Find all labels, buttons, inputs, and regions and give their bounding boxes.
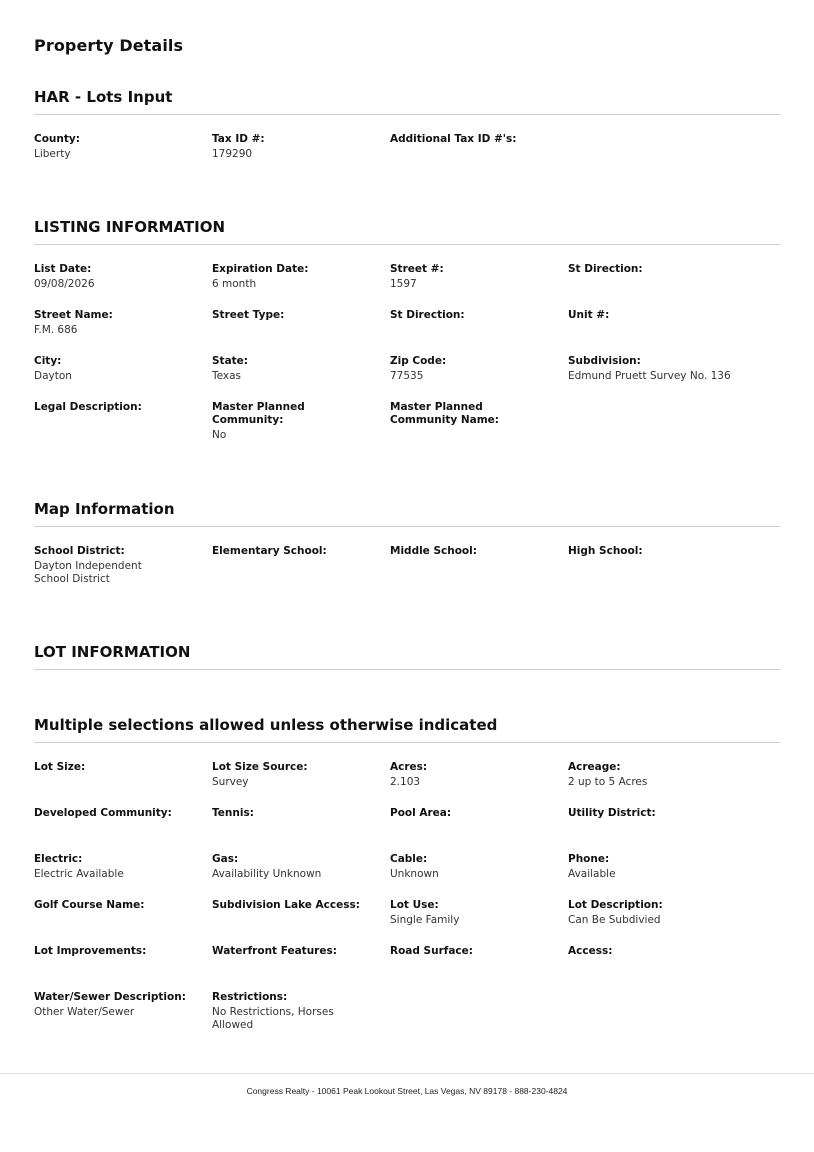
field-label: High School: xyxy=(568,545,643,557)
field-label: School District: xyxy=(34,545,125,557)
field-value: Available xyxy=(568,868,616,880)
field-state xyxy=(212,355,390,389)
field-label: Middle School: xyxy=(390,545,477,557)
field-street-name xyxy=(34,309,212,343)
field-value: Other Water/Sewer xyxy=(34,1006,135,1018)
field-value: Single Family xyxy=(390,914,460,926)
field-list-date xyxy=(34,263,212,297)
section-heading: LISTING INFORMATION xyxy=(34,218,780,245)
field-cable xyxy=(390,853,568,887)
field-lot-size xyxy=(34,761,212,795)
field-grid xyxy=(34,263,780,454)
field-st-direction-2 xyxy=(390,309,568,343)
field-label: Elementary School: xyxy=(212,545,327,557)
field-label: Lot Improvements: xyxy=(34,945,147,957)
field-acres xyxy=(390,761,568,795)
section-heading: Map Information xyxy=(34,500,780,527)
field-pool-area xyxy=(390,807,568,841)
field-label: Zip Code: xyxy=(390,355,447,367)
field-expiration-date xyxy=(212,263,390,297)
field-grid xyxy=(34,545,780,598)
field-water-sewer-description xyxy=(34,991,212,1032)
field-elementary-school xyxy=(212,545,390,586)
field-value: Electric Available xyxy=(34,868,124,880)
field-label: Expiration Date: xyxy=(212,263,309,275)
field-label: Golf Course Name: xyxy=(34,899,145,911)
field-label: Cable: xyxy=(390,853,428,865)
field-label: Street Name: xyxy=(34,309,113,321)
field-label: Acres: xyxy=(390,761,428,773)
field-grid xyxy=(34,761,780,1044)
field-label: St Direction: xyxy=(390,309,465,321)
field-lot-size-source xyxy=(212,761,390,795)
field-middle-school xyxy=(390,545,568,586)
field-value: No xyxy=(212,429,227,441)
field-label: Developed Community: xyxy=(34,807,172,819)
field-lot-use xyxy=(390,899,568,933)
field-label: Street #: xyxy=(390,263,444,275)
field-label: Restrictions: xyxy=(212,991,288,1003)
field-label: Additional Tax ID #'s: xyxy=(390,133,517,145)
field-label: Electric: xyxy=(34,853,83,865)
field-value: F.M. 686 xyxy=(34,324,78,336)
field-value: Edmund Pruett Survey No. 136 xyxy=(568,370,731,382)
field-label: Master Planned Community: xyxy=(212,401,305,426)
field-label: Water/Sewer Description: xyxy=(34,991,186,1003)
field-label: List Date: xyxy=(34,263,92,275)
field-label: County: xyxy=(34,133,80,145)
page-footer: Congress Realty - 10061 Peak Lookout Street, Las Vegas, NV 89178 - 888-230-4824 xyxy=(246,1086,568,1096)
field-label: St Direction: xyxy=(568,263,643,275)
field-additional-tax-id xyxy=(390,133,568,167)
field-label: Gas: xyxy=(212,853,239,865)
section-heading: LOT INFORMATION xyxy=(34,643,780,670)
section-listing-information xyxy=(34,218,780,454)
field-label: Subdivision Lake Access: xyxy=(212,899,360,911)
field-label: Tax ID #: xyxy=(212,133,265,145)
field-grid xyxy=(34,133,780,179)
field-gas xyxy=(212,853,390,887)
field-label: Legal Description: xyxy=(34,401,142,413)
field-label: Pool Area: xyxy=(390,807,452,819)
field-lot-description xyxy=(568,899,780,933)
section-multiple-selections xyxy=(34,716,780,1044)
page-title: Property Details xyxy=(34,36,184,55)
field-label: Lot Size Source: xyxy=(212,761,308,773)
section-heading: Multiple selections allowed unless otherwise indicated xyxy=(34,716,780,743)
field-phone xyxy=(568,853,780,887)
field-street-number xyxy=(390,263,568,297)
field-label: Access: xyxy=(568,945,613,957)
field-restrictions xyxy=(212,991,390,1032)
footer-divider xyxy=(0,1073,814,1074)
field-tax-id xyxy=(212,133,390,167)
field-label: State: xyxy=(212,355,249,367)
field-label: Master Planned Community Name: xyxy=(390,401,500,426)
section-lot-information xyxy=(34,643,780,670)
field-master-planned-community-name xyxy=(390,401,568,442)
field-label: Utility District: xyxy=(568,807,656,819)
field-label: Subdivision: xyxy=(568,355,641,367)
field-value: Dayton Independent School District xyxy=(34,560,142,585)
field-value: 179290 xyxy=(212,148,253,160)
field-high-school xyxy=(568,545,780,586)
field-label: Tennis: xyxy=(212,807,254,819)
field-label: Waterfront Features: xyxy=(212,945,337,957)
field-city xyxy=(34,355,212,389)
field-value: Texas xyxy=(212,370,242,382)
field-label: Phone: xyxy=(568,853,610,865)
field-master-planned-community xyxy=(212,401,390,442)
field-value: Unknown xyxy=(390,868,439,880)
field-golf-course-name xyxy=(34,899,212,933)
field-school-district xyxy=(34,545,212,586)
field-developed-community xyxy=(34,807,212,841)
field-county xyxy=(34,133,212,167)
field-subdivision xyxy=(568,355,780,389)
field-label: Lot Description: xyxy=(568,899,663,911)
field-label: Unit #: xyxy=(568,309,610,321)
field-value: 2.103 xyxy=(390,776,421,788)
field-utility-district xyxy=(568,807,780,841)
field-zip-code xyxy=(390,355,568,389)
field-legal-description xyxy=(34,401,212,442)
field-lot-improvements xyxy=(34,945,212,979)
field-value: 6 month xyxy=(212,278,257,290)
field-empty xyxy=(568,401,780,442)
field-label: Street Type: xyxy=(212,309,285,321)
field-value: Survey xyxy=(212,776,249,788)
field-label: Acreage: xyxy=(568,761,621,773)
section-har-lots-input xyxy=(34,88,780,179)
field-label: Lot Use: xyxy=(390,899,439,911)
field-value: Can Be Subdivied xyxy=(568,914,661,926)
field-value: 1597 xyxy=(390,278,417,290)
section-map-information xyxy=(34,500,780,598)
field-label: City: xyxy=(34,355,62,367)
field-acreage xyxy=(568,761,780,795)
field-st-direction xyxy=(568,263,780,297)
field-electric xyxy=(34,853,212,887)
field-label: Lot Size: xyxy=(34,761,86,773)
field-value: Availability Unknown xyxy=(212,868,322,880)
field-street-type xyxy=(212,309,390,343)
field-value: 2 up to 5 Acres xyxy=(568,776,648,788)
field-value: Liberty xyxy=(34,148,71,160)
field-tennis xyxy=(212,807,390,841)
field-value: 09/08/2026 xyxy=(34,278,95,290)
field-access xyxy=(568,945,780,979)
field-value: Dayton xyxy=(34,370,72,382)
field-unit-number xyxy=(568,309,780,343)
field-value: 77535 xyxy=(390,370,424,382)
field-label: Road Surface: xyxy=(390,945,473,957)
field-road-surface xyxy=(390,945,568,979)
field-subdivision-lake-access xyxy=(212,899,390,933)
field-value: No Restrictions, Horses Allowed xyxy=(212,1006,334,1031)
field-waterfront-features xyxy=(212,945,390,979)
section-heading: HAR - Lots Input xyxy=(34,88,780,115)
